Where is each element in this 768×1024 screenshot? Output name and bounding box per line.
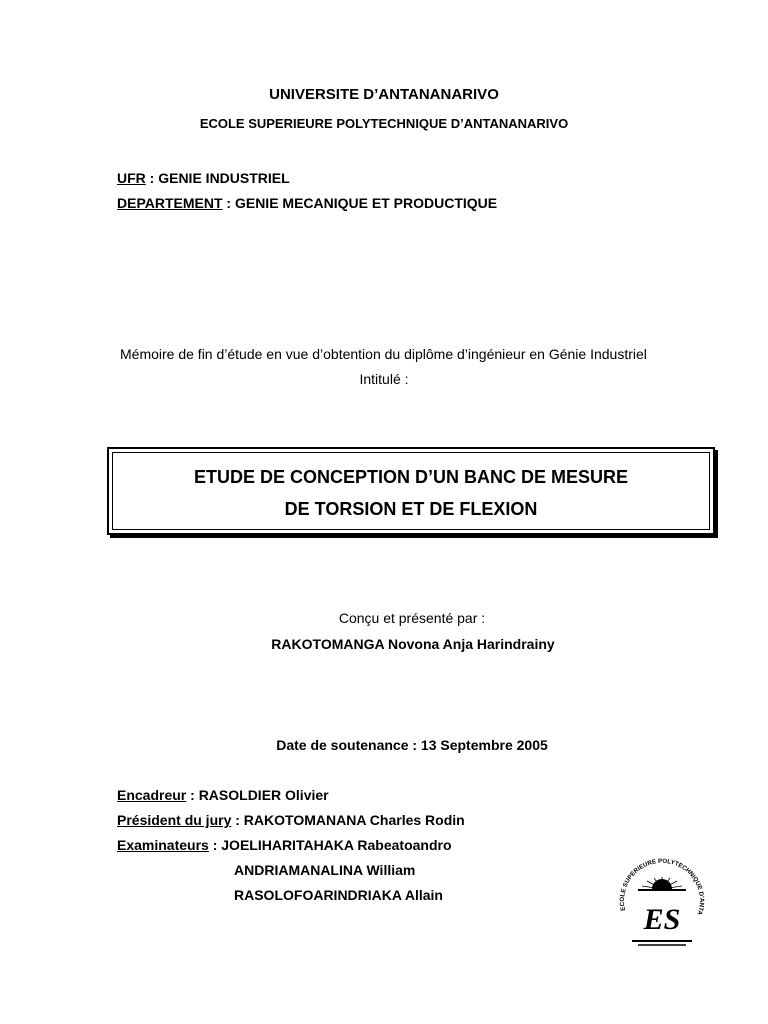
examinateurs-label: Examinateurs bbox=[117, 837, 209, 853]
author-name: RAKOTOMANGA Novona Anja Harindrainy bbox=[271, 636, 555, 652]
examinateurs-line bbox=[117, 837, 452, 853]
ufr-label: UFR bbox=[117, 170, 146, 186]
president-label: Président du jury bbox=[117, 812, 232, 828]
ufr-value: : GENIE INDUSTRIEL bbox=[145, 170, 290, 186]
department-label: DEPARTEMENT bbox=[117, 195, 223, 211]
author-intro: Conçu et présenté par : bbox=[338, 610, 486, 626]
ufr-line bbox=[117, 170, 290, 186]
school-emblem-icon bbox=[612, 855, 712, 951]
president-value: : RAKOTOMANANA Charles Rodin bbox=[231, 812, 465, 828]
president-line bbox=[117, 812, 465, 828]
encadreur-line bbox=[117, 787, 329, 803]
examinateur-3: RASOLOFOARINDRIAKA Allain bbox=[234, 887, 443, 903]
svg-text:ECOLE SUPERIEURE POLYTECHNIQUE: ECOLE SUPERIEURE POLYTECHNIQUE D'ANTA bbox=[618, 857, 706, 916]
encadreur-value: : RASOLDIER Olivier bbox=[186, 787, 329, 803]
department-value: : GENIE MECANIQUE ET PRODUCTIQUE bbox=[222, 195, 498, 211]
defense-date: Date de soutenance : 13 Septembre 2005 bbox=[276, 737, 548, 753]
examinateur-2: ANDRIAMANALINA William bbox=[234, 862, 416, 878]
thesis-title-box bbox=[107, 447, 715, 535]
memoire-intitule: Intitulé : bbox=[359, 371, 409, 387]
examinateur-1: : JOELIHARITAHAKA Rabeatoandro bbox=[208, 837, 452, 853]
encadreur-label: Encadreur bbox=[117, 787, 187, 803]
school-name: ECOLE SUPERIEURE POLYTECHNIQUE D’ANTANANARIVO bbox=[199, 116, 569, 131]
department-line bbox=[117, 195, 497, 211]
memoire-description: Mémoire de fin d’étude en vue d’obtention du diplôme d’ingénieur en Génie Industriel bbox=[120, 346, 647, 362]
university-name: UNIVERSITE D’ANTANANARIVO bbox=[269, 86, 499, 103]
thesis-title-line-1: ETUDE DE CONCEPTION D’UN BANC DE MESURE bbox=[193, 467, 629, 487]
thesis-title-line-2: DE TORSION ET DE FLEXION bbox=[284, 499, 538, 519]
svg-text:ES: ES bbox=[643, 903, 681, 936]
